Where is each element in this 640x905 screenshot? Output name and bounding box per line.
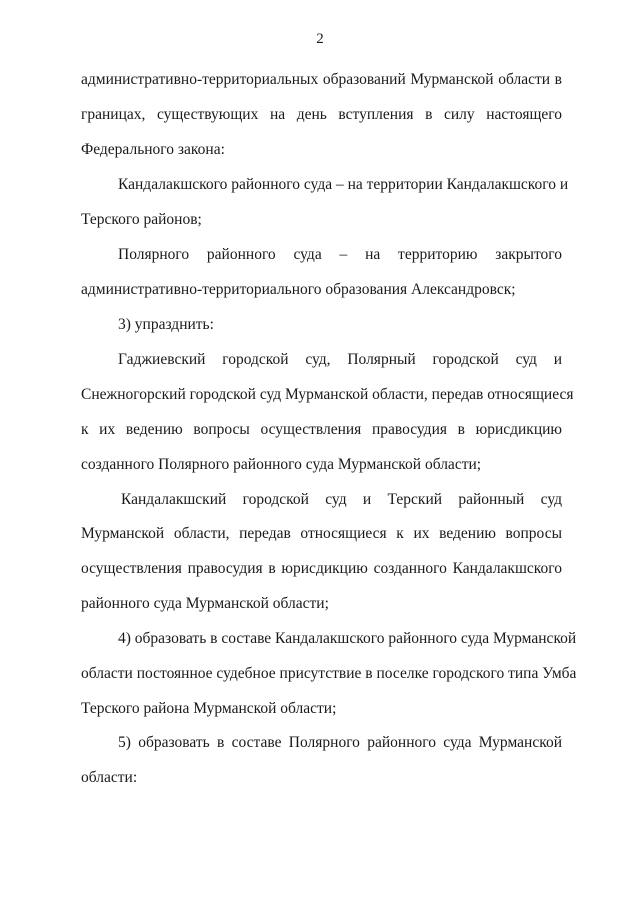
text-line: к их ведению вопросы осуществления правосудия в юрисдикцию (81, 421, 562, 438)
text-line: Снежногорский городской суд Мурманской области, передав относящиеся (81, 386, 574, 403)
text-line: Терского районов; (81, 211, 202, 228)
text-line: районного суда Мурманской области; (81, 595, 329, 612)
text-line: области: (81, 769, 138, 786)
text-line: Федерального закона: (81, 141, 225, 158)
text-line: границах, существующих на день вступления в силу настоящего (81, 106, 562, 123)
text-line: Полярного районного суда – на территорию закрытого (118, 246, 562, 263)
text-line: Мурманской области, передав относящиеся к их ведению вопросы (81, 525, 562, 542)
text-line: Гаджиевский городской суд, Полярный городской суд и (118, 351, 562, 368)
text-line: осуществления правосудия в юрисдикцию созданного Кандалакшского (81, 560, 562, 577)
text-line: 5) образовать в составе Полярного районного суда Мурманской (118, 734, 562, 751)
text-line: Терского района Мурманской области; (81, 700, 337, 717)
text-line: 3) упразднить: (118, 316, 214, 333)
text-line: административно-территориальных образований Мурманской области в (81, 71, 562, 88)
text-line: Кандалакшского районного суда – на территории Кандалакшского и (118, 176, 569, 193)
text-line: административно-территориального образования Александровск; (81, 281, 516, 298)
text-line: 4) образовать в составе Кандалакшского районного суда Мурманской (118, 630, 577, 647)
text-line: области постоянное судебное присутствие в поселке городского типа Умба (81, 665, 577, 682)
text-line: созданного Полярного районного суда Мурманской области; (81, 456, 482, 473)
page-number: 2 (316, 31, 324, 47)
text-line: Кандалакшский городской суд и Терский районный суд (121, 491, 562, 508)
